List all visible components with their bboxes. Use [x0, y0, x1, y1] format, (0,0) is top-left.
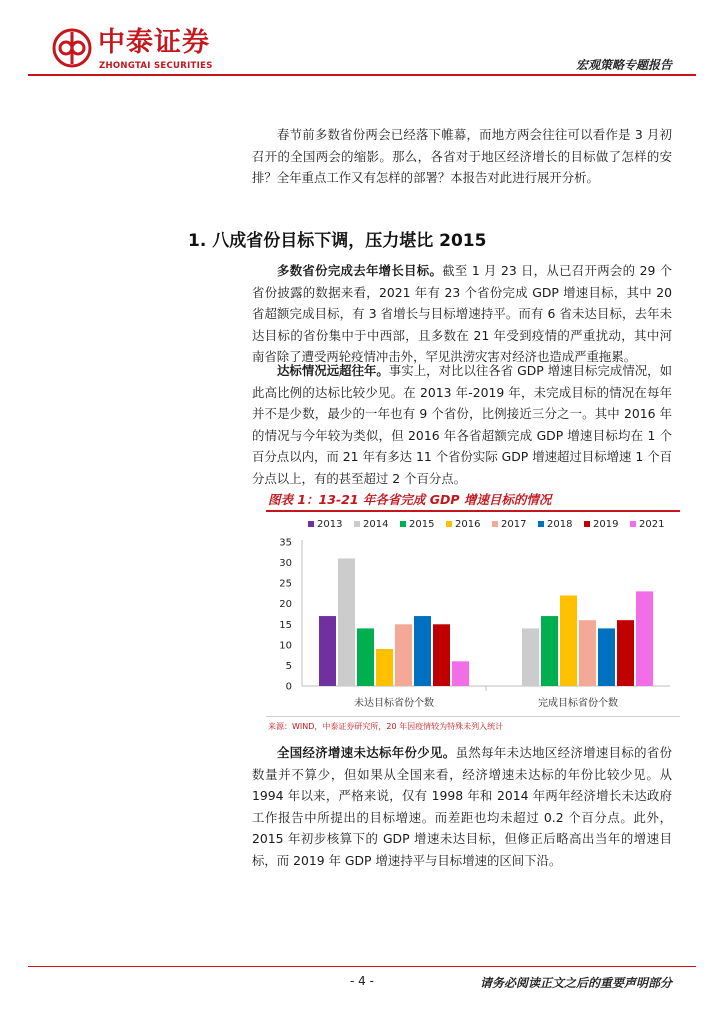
- x-category-label: 未达目标省份个数: [354, 698, 434, 709]
- intro-paragraph: [252, 124, 672, 189]
- figure-source: 来源：WIND，中泰证券研究所，20 年因疫情较为特殊未列入统计: [268, 722, 504, 731]
- legend-swatch-2015: [400, 521, 406, 527]
- legend-label-2015: 2015: [409, 519, 435, 530]
- legend-label-2016: 2016: [455, 519, 481, 530]
- paragraph-3: [252, 742, 672, 871]
- legend-swatch-2016: [446, 521, 452, 527]
- y-tick-label: 5: [285, 660, 292, 672]
- bar-chart: [266, 512, 680, 716]
- section-title: 1. 八成省份目标下调，压力堪比 2015: [188, 231, 487, 251]
- y-tick-label: 35: [279, 537, 292, 549]
- legend-label-2019: 2019: [593, 519, 619, 530]
- figure-title: [266, 488, 680, 512]
- y-tick-label: 0: [285, 681, 292, 693]
- zhongtai-logo-icon: [52, 28, 92, 68]
- figure-chart: [266, 512, 680, 717]
- page-number: - 4 -: [350, 974, 374, 988]
- legend-swatch-2018: [538, 521, 544, 527]
- legend-swatch-2017: [492, 521, 498, 527]
- bar-2016-0: [376, 649, 393, 686]
- legend-swatch-2021: [630, 521, 636, 527]
- paragraph-3-lead: 全国经济增速未达标年份少见。: [277, 745, 456, 760]
- intro-text: 春节前多数省份两会已经落下帷幕，而地方两会往往可以看作是 3 月初召开的全国两会的缩影。那么，各省对于地区经济增长的目标做了怎样的安排？全年重点工作又有怎样的部署？本报告对此进行展开分析。: [252, 127, 672, 185]
- bar-2021-0: [452, 661, 469, 686]
- paragraph-2-lead: 达标情况远超往年。: [277, 363, 389, 378]
- legend-label-2013: 2013: [317, 519, 343, 530]
- legend-label-2017: 2017: [501, 519, 527, 530]
- y-tick-label: 25: [279, 578, 292, 590]
- report-type: 宏观策略专题报告: [575, 58, 672, 72]
- y-tick-label: 20: [279, 599, 292, 611]
- figure-title-text: 图表 1：13-21 年各省完成 GDP 增速目标的情况: [268, 492, 552, 507]
- footer-disclaimer: 请务必阅读正文之后的重要声明部分: [479, 976, 672, 990]
- logo-text-cn: 中泰证券: [98, 27, 210, 58]
- legend-swatch-2014: [354, 521, 360, 527]
- header-divider: [28, 74, 696, 76]
- bar-2014-0: [338, 558, 355, 686]
- bar-2018-0: [414, 616, 431, 686]
- legend-label-2018: 2018: [547, 519, 573, 530]
- legend-label-2014: 2014: [363, 519, 389, 530]
- x-category-label: 完成目标省份个数: [538, 698, 618, 709]
- bar-2016-1: [560, 595, 577, 686]
- legend-label-2021: 2021: [639, 519, 665, 530]
- bar-2014-1: [522, 628, 539, 686]
- bar-2019-0: [433, 624, 450, 686]
- paragraph-2: [252, 360, 672, 489]
- paragraph-1-body: 截至 1 月 23 日，从已召开两会的 29 个省份披露的数据来看，2021 年有 23 个省份完成 GDP 增速目标，其中 20 省超额完成目标，有 3 省增长与目标增速持平。而有 6 省未达目标，去年未达目标的省份集中于中西部，且多数在 21 年受到疫情的严重扰动，其中河南省除了遭受两轮疫情冲击外，罕见洪涝灾害对经济也造成严重拖累。: [252, 263, 672, 364]
- paragraph-2-body: 事实上，对比以往各省 GDP 增速目标完成情况，如此高比例的达标比较少见。在 2013 年-2019 年，未完成目标的情况在每年并不是少数，最少的一年也有 9 个省份，比例接近三分之一。其中 2016 年的情况与今年较为类似，但 2016 年各省超额完成 GDP 增速目标均在 1 个百分点以内，而 21 年有多达 11 个省份实际 GDP 增速超过目标增速 1 个百分点以上，有的甚至超过 2 个百分点。: [252, 363, 672, 486]
- y-tick-label: 30: [279, 558, 292, 570]
- legend-swatch-2019: [584, 521, 590, 527]
- y-tick-label: 10: [279, 640, 292, 652]
- bar-2015-1: [541, 616, 558, 686]
- logo-text-en: ZHONGTAI SECURITIES: [99, 61, 213, 71]
- paragraph-3-body: 虽然每年未达地区经济增速目标的省份数量并不算少，但如果从全国来看，经济增速未达标的年份比较少见。从 1994 年以来，严格来说，仅有 1998 年和 2014 年两年经济增长未达政府工作报告中所提出的目标增速。而差距也均未超过 0.2 个百分点。此外，2015 年初步核算下的 GDP 增速未达目标，但修正后略高出当年的增速目标，而 2019 年 GDP 增速持平与目标增速的区间下沿。: [252, 745, 673, 868]
- bar-2017-1: [579, 620, 596, 686]
- legend-swatch-2013: [308, 521, 314, 527]
- paragraph-1: [252, 260, 672, 368]
- paragraph-1-lead: 多数省份完成去年增长目标。: [277, 263, 443, 278]
- footer-divider: [28, 966, 696, 967]
- y-tick-label: 15: [279, 619, 292, 631]
- bar-2013-0: [319, 616, 336, 686]
- bar-2019-1: [617, 620, 634, 686]
- bar-2015-0: [357, 628, 374, 686]
- bar-2021-1: [636, 591, 653, 686]
- bar-2017-0: [395, 624, 412, 686]
- bar-2018-1: [598, 628, 615, 686]
- page-header: [0, 0, 724, 90]
